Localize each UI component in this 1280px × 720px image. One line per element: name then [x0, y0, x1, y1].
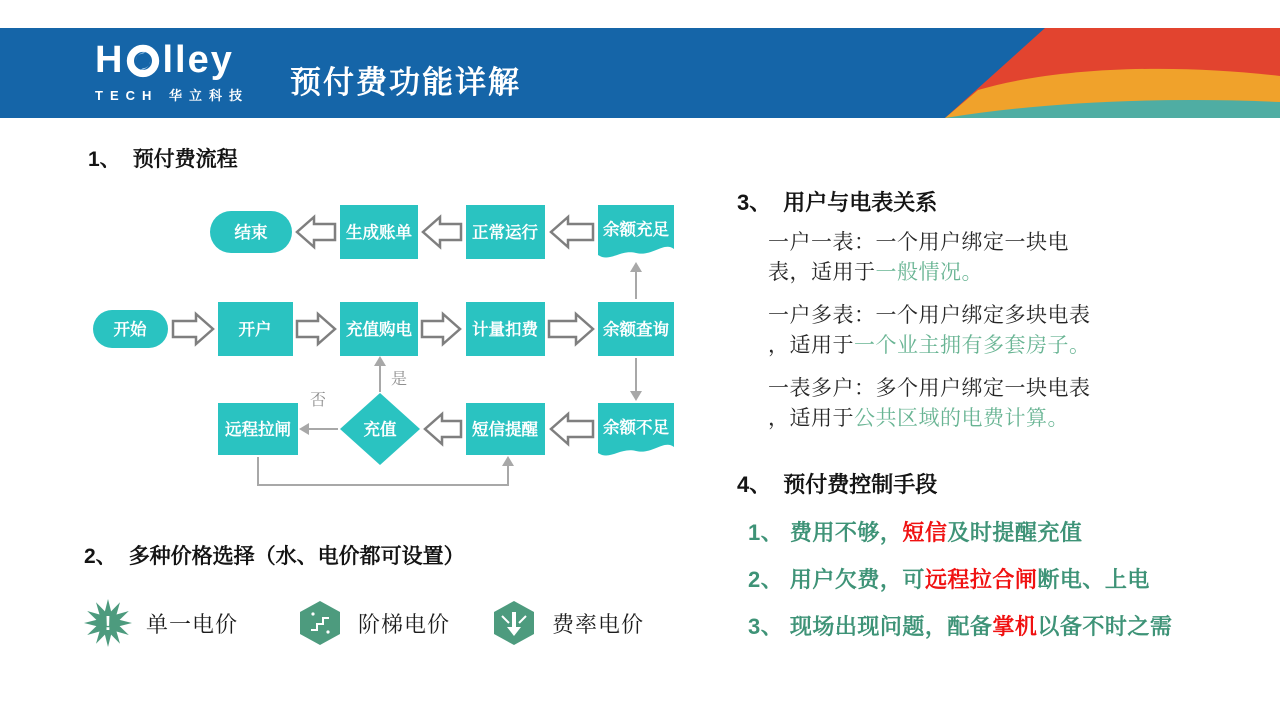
control-2-pre: 2、 用户欠费，可	[748, 567, 925, 592]
node-recharge-decision-label: 充值	[363, 421, 397, 439]
control-3-highlight: 掌机	[992, 614, 1038, 639]
arrow-run-to-bill	[423, 217, 461, 247]
section-1-heading	[88, 143, 238, 173]
section-4-title: 预付费控制手段	[783, 472, 938, 497]
pricing-item-tiered	[296, 598, 450, 648]
holley-logo-word	[95, 38, 249, 82]
control-measures-list	[748, 518, 1248, 659]
control-1-post: 及时提醒充值	[947, 520, 1083, 545]
control-2-post: 断电、上电	[1037, 567, 1150, 592]
relation-2-highlight: 一个业主拥有多套房子。	[854, 334, 1091, 357]
connector-yes-arrowhead	[374, 356, 386, 366]
pricing-item-rate	[490, 598, 644, 648]
hexagon-arrows-icon	[490, 599, 538, 647]
node-start-label: 开始	[113, 321, 147, 339]
connector-no-arrowhead	[299, 423, 309, 435]
relation-2-line1: 一户多表：一个用户绑定多块电表	[768, 304, 1091, 327]
relation-1-line1: 一户一表：一个用户绑定一块电	[768, 231, 1069, 254]
arrow-open-to-recharge	[297, 314, 335, 344]
arrow-low-to-sms	[551, 414, 593, 444]
arrow-bill-to-end	[297, 217, 335, 247]
slide-title: 预付费功能详解	[290, 65, 521, 100]
control-2-highlight: 远程拉合闸	[924, 567, 1038, 592]
header-corner-decoration	[920, 28, 1280, 118]
node-sms-reminder-label: 短信提醒	[472, 421, 538, 439]
relation-3-highlight: 公共区域的电费计算。	[854, 407, 1069, 430]
section-2-number: 2、	[84, 545, 117, 568]
arrow-start-to-open	[173, 314, 213, 344]
section-3-number: 3、	[737, 190, 772, 215]
section-2-heading	[84, 540, 465, 570]
holley-logo	[95, 38, 249, 104]
control-1-pre: 1、 费用不够，	[748, 520, 903, 545]
node-open-account-label: 开户	[238, 321, 272, 339]
node-normal-run-label: 正常运行	[472, 224, 538, 242]
control-3-post: 以备不时之需	[1037, 614, 1173, 639]
relation-3-line2: ，适用于	[768, 407, 854, 430]
header-bar	[0, 28, 1280, 118]
node-recharge-purchase-label: 充值购电	[346, 321, 412, 339]
label-yes: 是	[391, 371, 408, 388]
control-3-pre: 3、 现场出现问题，配备	[748, 614, 993, 639]
pricing-label-rate: 费率电价	[552, 611, 645, 637]
node-end-label: 结束	[234, 224, 268, 242]
node-remote-trip-label: 远程拉闸	[225, 421, 291, 439]
node-balance-enough-label: 余额充足	[603, 221, 669, 239]
relation-1-line2: 表，适用于	[768, 261, 876, 284]
control-1-highlight: 短信	[902, 520, 948, 545]
hexagon-steps-icon	[296, 599, 344, 647]
control-item-handheld	[748, 612, 1248, 642]
arrow-recharge-to-metering	[422, 314, 460, 344]
holley-logo-subtext: TECH 华立科技	[95, 88, 250, 103]
relation-3-line1: 一表多户：多个用户绑定一块电表	[768, 377, 1091, 400]
section-1-title: 预付费流程	[132, 148, 238, 171]
section-3-heading	[737, 186, 937, 217]
pricing-label-tiered: 阶梯电价	[358, 611, 451, 637]
relation-item-one-to-many	[768, 301, 1198, 361]
section-4-number: 4、	[737, 472, 772, 497]
connector-trip-to-sms-arrowhead	[502, 456, 514, 466]
logo-letter-h: H	[95, 39, 125, 81]
node-balance-query-label: 余额查询	[603, 321, 669, 339]
section-4-heading	[737, 468, 937, 499]
prepaid-flowchart	[80, 195, 700, 495]
starburst-icon	[84, 599, 132, 647]
arrow-metering-to-query	[549, 314, 593, 344]
logo-letters-rest: lley	[162, 39, 234, 81]
svg-text:!: !	[104, 613, 112, 635]
meter-relation-list	[768, 228, 1198, 447]
control-item-sms	[748, 518, 1248, 548]
node-generate-bill-label: 生成账单	[346, 224, 412, 242]
label-no: 否	[310, 392, 327, 409]
relation-item-many-to-one	[768, 374, 1198, 434]
connector-query-to-enough-arrowhead	[630, 262, 642, 272]
connector-query-to-low-arrowhead	[630, 391, 642, 401]
section-1-number: 1、	[88, 148, 121, 171]
arrow-enough-to-run	[551, 217, 593, 247]
pricing-item-single	[84, 598, 238, 648]
logo-o-swirl-icon	[125, 42, 161, 78]
node-metering-deduct-label: 计量扣费	[472, 321, 538, 339]
relation-item-one-to-one	[768, 228, 1198, 288]
section-3-title: 用户与电表关系	[783, 190, 938, 215]
section-2-title: 多种价格选择（水、电价都可设置）	[128, 545, 465, 568]
relation-1-highlight: 一般情况。	[875, 261, 983, 284]
node-balance-low-label: 余额不足	[603, 419, 669, 437]
relation-2-line2: ，适用于	[768, 334, 854, 357]
control-item-remote-switch	[748, 565, 1248, 595]
arrow-sms-to-decision	[425, 414, 461, 444]
pricing-label-single: 单一电价	[146, 611, 239, 637]
